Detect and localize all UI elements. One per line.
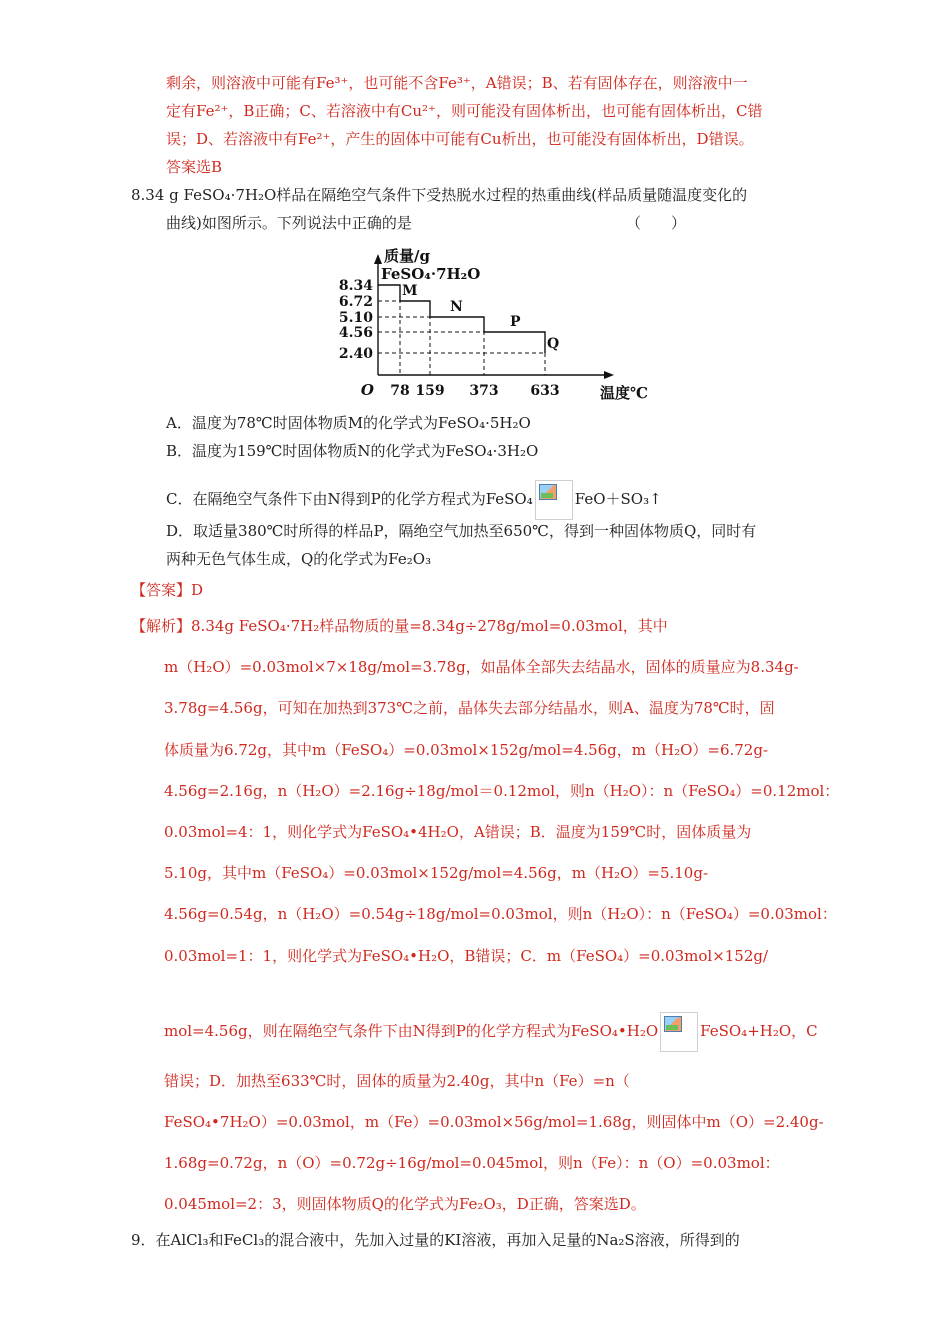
analysis-line-3: 3.78g=4.56g，可知在加热到373℃之前，晶体失去部分结晶水，则A、温度为78℃时，固: [164, 699, 775, 717]
q8-stem-line-1: 8.34 g FeSO₄·7H₂O样品在隔绝空气条件下受热脱水过程的热重曲线(样品质量随温度变化的: [131, 186, 748, 204]
analysis-line-9: 0.03mol=1：1，则化学式为FeSO₄•H₂O，B错误；C．m（FeSO₄）=0.03mol×152g/: [164, 947, 769, 965]
analysis-line-2: m（H₂O）=0.03mol×7×18g/mol=3.78g，如晶体全部失去结晶水，固体的质量应为8.34g-: [164, 658, 799, 676]
x-axis-arrow: [604, 371, 614, 379]
y-axis-label: 质量/g: [384, 247, 430, 265]
q8-option-c-right: FeO＋SO₃↑: [574, 490, 662, 508]
x-tick-label: 373: [469, 383, 499, 399]
prev-text-line-2: 定有Fe²⁺，B正确；C、若溶液中有Cu²⁺，则可能没有固体析出，也可能有固体析出，C错: [166, 102, 763, 120]
prev-text-line-3: 误；D、若溶液中有Fe²⁺，产生的固体中可能有Cu析出，也可能没有固体析出，D错误。: [166, 130, 754, 148]
x-axis-label: 温度℃: [600, 384, 648, 402]
q8-option-d-line-1: D．取适量380℃时所得的样品P，隔绝空气加热至650℃，得到一种固体物质Q，同时有: [166, 522, 757, 540]
annotation-p: P: [510, 314, 521, 330]
analysis-line-14: 0.045mol=2：3，则固体物质Q的化学式为Fe₂O₃，D正确，答案选D。: [164, 1195, 646, 1213]
analysis-line-7: 5.10g，其中m（FeSO₄）=0.03mol×152g/mol=4.56g，m（H₂O）=5.10g-: [164, 864, 709, 882]
q8-stem-line-2: 曲线)如图所示。下列说法中正确的是: [166, 214, 412, 232]
q8-option-c-left: C．在隔绝空气条件下由N得到P的化学方程式为FeSO₄: [166, 490, 533, 508]
analysis-line-12: FeSO₄•7H₂O）=0.03mol，m（Fe）=0.03mol×56g/mol=1.68g，则固体中m（O）=2.40g-: [164, 1113, 824, 1131]
q8-option-b: B．温度为159℃时固体物质N的化学式为FeSO₄·3H₂O: [166, 442, 539, 460]
y-tick-label: 6.72: [338, 294, 373, 310]
analysis-line-5: 4.56g=2.16g，n（H₂O）=2.16g÷18g/mol＝0.12mol，则n（H₂O）：n（FeSO₄）=0.12mol：: [164, 782, 840, 800]
q8-option-d-line-2: 两种无色气体生成，Q的化学式为Fe₂O₃: [166, 550, 432, 568]
analysis-line-1: [131, 616, 668, 636]
x-tick-label: 633: [530, 383, 560, 399]
q8-answer-bracket: （ ）: [626, 214, 687, 232]
analysis-text-1: 8.34g FeSO₄·7H₂样品物质的量=8.34g÷278g/mol=0.03mol，其中: [191, 617, 668, 635]
analysis-line-10: [164, 1012, 818, 1052]
x-tick-label: 78: [390, 383, 410, 399]
reaction-arrow-image-icon: [535, 480, 573, 520]
annotation-m: M: [402, 283, 418, 299]
analysis-line-4: 体质量为6.72g，其中m（FeSO₄）=0.03mol×152g/mol=4.56g，m（H₂O）=6.72g-: [164, 741, 769, 759]
thermogravimetric-chart: [333, 240, 648, 406]
q9-stem-line-1: 9．在AlCl₃和FeCl₃的混合液中，先加入过量的KI溶液，再加入足量的Na₂S溶液，所得到的: [131, 1231, 740, 1249]
annotation-q: Q: [547, 336, 560, 352]
prev-answer-line: 答案选B: [166, 158, 223, 176]
origin-label: O: [360, 381, 374, 399]
y-tick-label: 5.10: [338, 310, 373, 326]
answer-label: 【答案】: [131, 581, 192, 599]
answer-value: D: [191, 581, 204, 599]
y-tick-label: 2.40: [338, 346, 373, 362]
analysis-line-8: 4.56g=0.54g，n（H₂O）=0.54g÷18g/mol=0.03mol，则n（H₂O）：n（FeSO₄）=0.03mol：: [164, 905, 837, 923]
analysis-line-11: 错误；D．加热至633℃时，固体的质量为2.40g，其中n（Fe）=n（: [164, 1072, 630, 1090]
analysis-line-6: 0.03mol=4：1，则化学式为FeSO₄•4H₂O，A错误；B．温度为159℃时，固体质量为: [164, 823, 752, 841]
analysis-text-10b: FeSO₄+H₂O，C: [700, 1022, 818, 1040]
answer-row: [131, 580, 203, 600]
analysis-text-10a: mol=4.56g，则在隔绝空气条件下由N得到P的化学方程式为FeSO₄•H₂O: [164, 1022, 659, 1040]
prev-text-line-1: 剩余，则溶液中可能有Fe³⁺，也可能不含Fe³⁺，A错误；B、若有固体存在，则溶液中一: [166, 74, 748, 92]
q8-option-c: [166, 480, 662, 520]
q8-option-a: A．温度为78℃时固体物质M的化学式为FeSO₄·5H₂O: [166, 414, 531, 432]
y-tick-label: 8.34: [338, 278, 373, 294]
annotation-feso4-7h2o: FeSO₄·7H₂O: [381, 265, 481, 283]
y-axis-arrow: [374, 254, 382, 264]
annotation-n: N: [450, 299, 463, 315]
analysis-line-13: 1.68g=0.72g，n（O）=0.72g÷16g/mol=0.045mol，则n（Fe）：n（O）=0.03mol：: [164, 1154, 780, 1172]
reaction-arrow-image-icon: [660, 1012, 698, 1052]
x-tick-label: 159: [415, 383, 445, 399]
analysis-label: 【解析】: [131, 617, 192, 635]
y-tick-label: 4.56: [338, 325, 373, 341]
